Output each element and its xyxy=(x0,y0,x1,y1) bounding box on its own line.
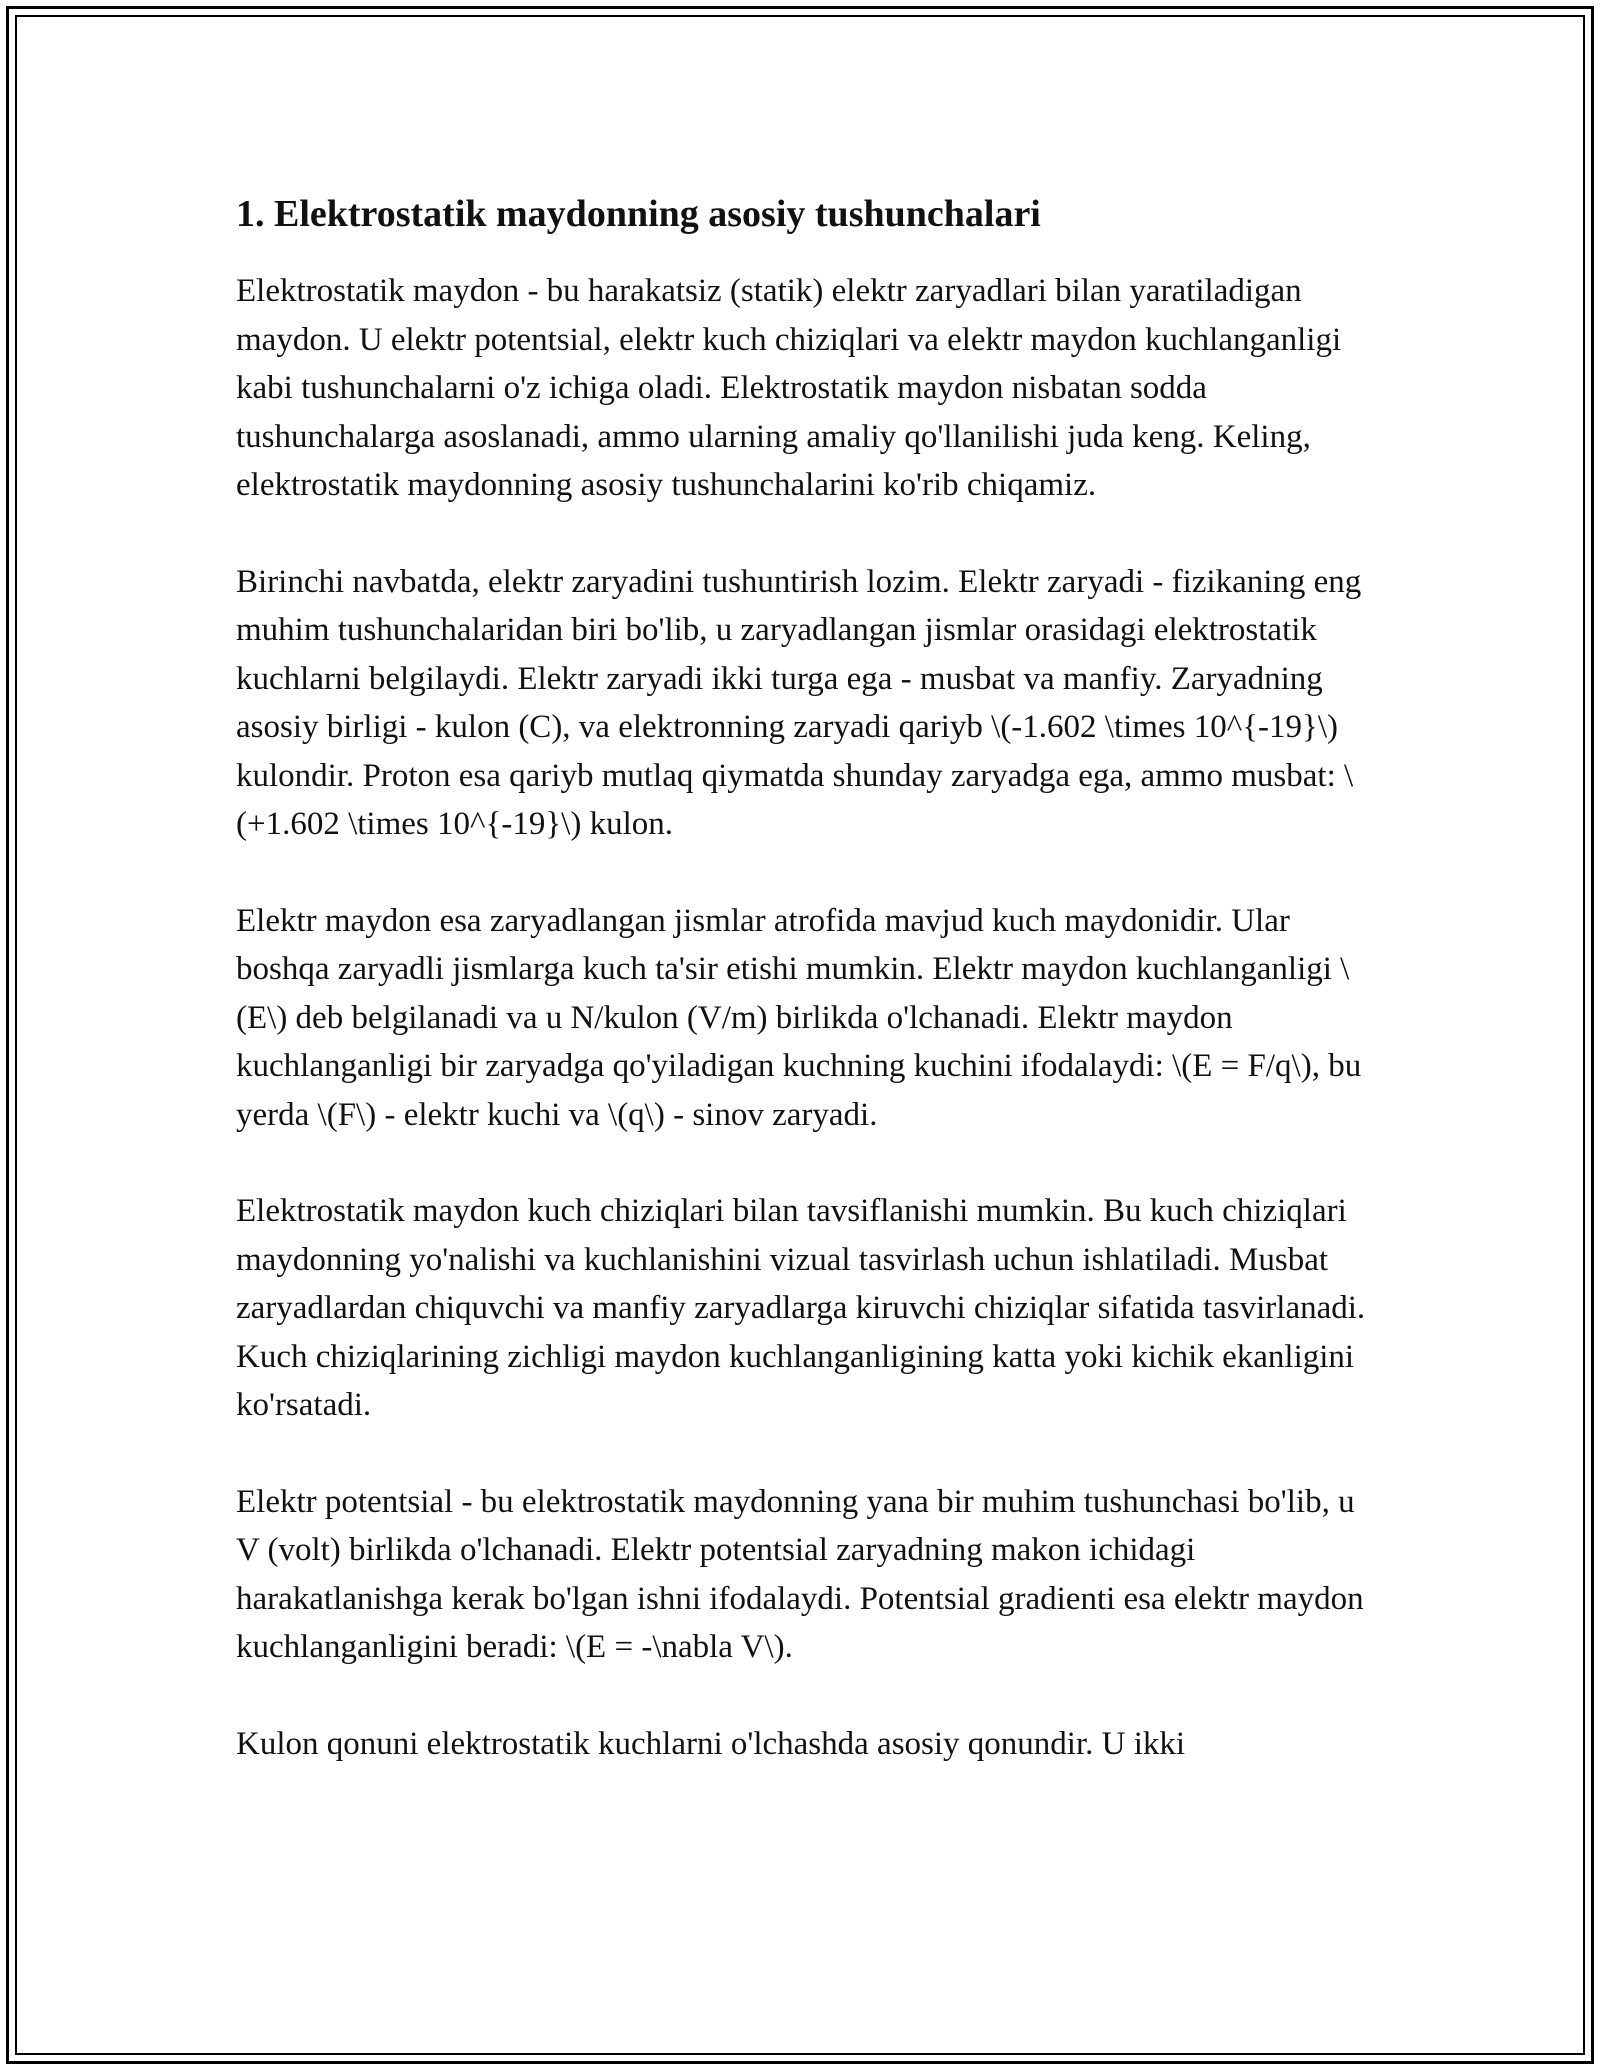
paragraph-2: Birinchi navbatda, elektr zaryadini tushuntirish lozim. Elektr zaryadi - fizikaning eng muhim tushunchalaridan biri bo'lib, u zaryadlangan jismlar orasidagi elektrostatik kuchlarni belgilaydi. Elektr zaryadi ikki turga ega - musbat va manfiy. Zaryadning asosiy birligi - kulon (C), va elektronning zaryadi qariyb \(-1.602 \times 10^{-19}\) kulondir. Proton esa qariyb mutlaq qiymatda shunday zaryadga ega, ammo musbat: \(+1.602 \times 10^{-19}\) kulon. xyxy=(236,563,1362,842)
paragraph-4: Elektrostatik maydon kuch chiziqlari bilan tavsiflanishi mumkin. Bu kuch chiziqlari maydonning yo'nalishi va kuchlanishini vizual tasvirlash uchun ishlatiladi. Musbat zaryadlardan chiquvchi va manfiy zaryadlarga kiruvchi chiziqlar sifatida tasvirlanadi. Kuch chiziqlarining zichligi maydon kuchlanganligining katta yoki kichik ekanligini ko'rsatadi. xyxy=(236,1193,1366,1423)
paragraph-3: Elektr maydon esa zaryadlangan jismlar atrofida mavjud kuch maydonidir. Ular boshqa zaryadli jismlarga kuch ta'sir etishi mumkin. Elektr maydon kuchlanganligi \(E\) deb belgilanadi va u N/kulon (V/m) birlikda o'lchanadi. Elektr maydon kuchlanganligi bir zaryadga qo'yiladigan kuchning kuchini ifodalaydi: \(E = F/q\), bu yerda \(F\) - elektr kuchi va \(q\) - sinov zaryadi. xyxy=(236,902,1362,1133)
paragraph-6: Kulon qonuni elektrostatik kuchlarni o'lchashda asosiy qonundir. U ikki xyxy=(236,1725,1186,1762)
section-title: 1. Elektrostatik maydonning asosiy tushunchalari xyxy=(236,193,1041,235)
paragraph-5: Elektr potentsial - bu elektrostatik maydonning yana bir muhim tushunchasi bo'lib, u V (volt) birlikda o'lchanadi. Elektr potentsial zaryadning makon ichidagi harakatlanishga kerak bo'lgan ishni ifodalaydi. Potentsial gradienti esa elektr maydon kuchlanganligini beradi: \(E = -\nabla V\). xyxy=(236,1483,1364,1665)
paragraph-1: Elektrostatik maydon - bu harakatsiz (statik) elektr zaryadlari bilan yaratiladigan maydon. U elektr potentsial, elektr kuch chiziqlari va elektr maydon kuchlanganligi kabi tushunchalarni o'z ichiga oladi. Elektrostatik maydon nisbatan sodda tushunchalarga asoslanadi, ammo ularning amaliy qo'llanilishi juda keng. Keling, elektrostatik maydonning asosiy tushunchalarini ko'rib chiqamiz. xyxy=(236,273,1342,503)
document-body xyxy=(236,185,1366,1816)
